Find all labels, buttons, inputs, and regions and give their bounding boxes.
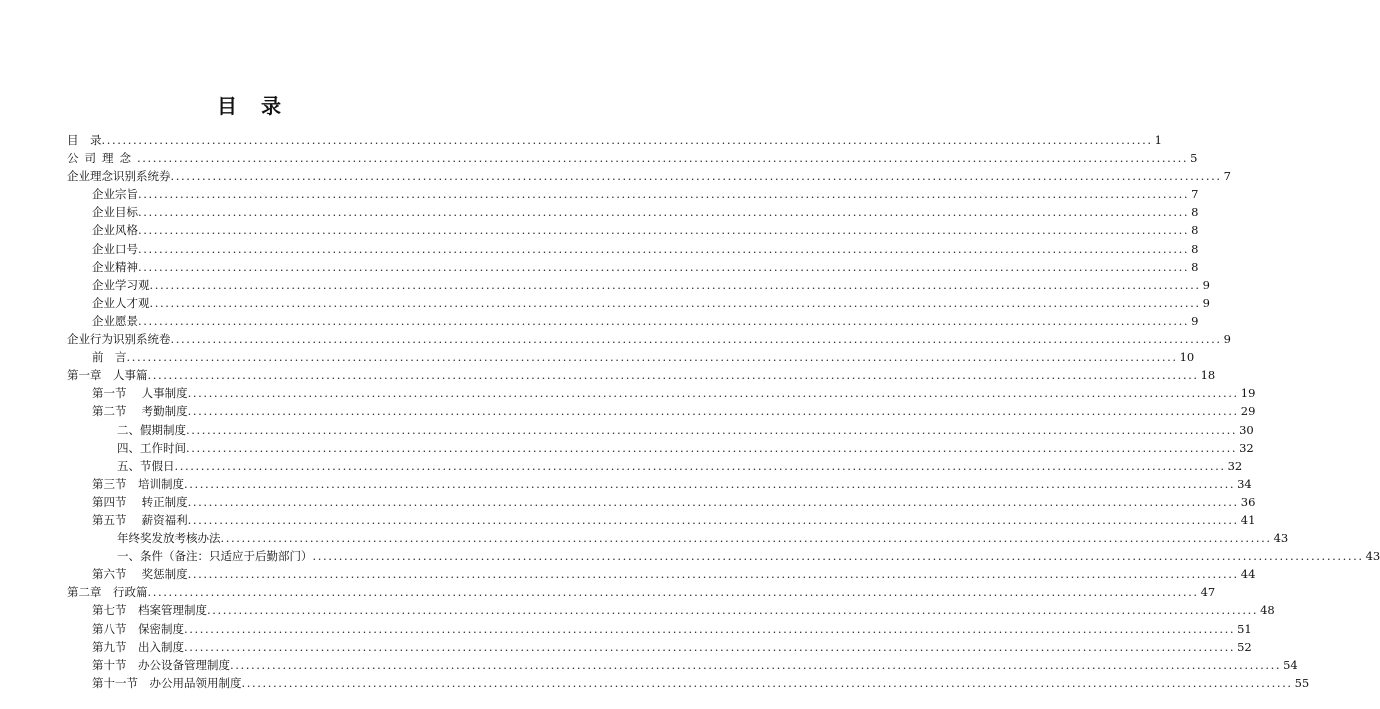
- toc-entry[interactable]: [67, 348, 1195, 366]
- toc-entry-label: 企业精神: [92, 259, 138, 274]
- toc-entry-label: 第八节 保密制度: [92, 621, 184, 636]
- toc-entry-label: 五、节假日: [117, 458, 175, 473]
- toc-entry[interactable]: [67, 439, 1254, 457]
- dot-leader: ........................................................................................................................................................................................................: [184, 639, 1236, 654]
- toc-entry-label: 第九节 出入制度: [92, 639, 184, 654]
- toc-entry[interactable]: [67, 656, 1298, 674]
- toc-entry-page-number: 19: [1240, 386, 1256, 401]
- toc-entry[interactable]: [67, 185, 1199, 203]
- dot-leader: ........................................................................................................................................................................................................: [187, 494, 1239, 509]
- toc-entry-page-number: 30: [1239, 422, 1254, 437]
- toc-entry-page-number: 8: [1191, 259, 1199, 274]
- toc-entry-page-number: 32: [1239, 440, 1254, 455]
- toc-entry-page-number: 52: [1237, 639, 1252, 654]
- toc-entry-page-number: 43: [1365, 549, 1380, 564]
- dot-leader: ........................................................................................................................................................................................................: [174, 458, 1226, 473]
- toc-entry-label: 第六节 奖惩制度: [92, 567, 188, 582]
- toc-entry-page-number: 34: [1237, 476, 1252, 491]
- toc-entry-label: 第三节 培训制度: [92, 476, 184, 491]
- toc-entry[interactable]: [67, 294, 1210, 312]
- toc-entry-page-number: 44: [1240, 567, 1256, 582]
- toc-entry[interactable]: [67, 493, 1256, 511]
- toc-entry-page-number: 41: [1240, 512, 1256, 527]
- toc-entry[interactable]: [67, 330, 1231, 348]
- toc-entry[interactable]: [67, 583, 1216, 601]
- toc-entry-label: 二、假期制度: [117, 422, 186, 437]
- dot-leader: ........................................................................................................................................................................................................: [184, 476, 1236, 491]
- table-of-contents: [67, 131, 1380, 692]
- toc-entry[interactable]: [67, 366, 1216, 384]
- toc-entry-label: 企业行为识别系统卷: [67, 332, 171, 347]
- toc-entry-label: 第一节 人事制度: [92, 386, 188, 401]
- toc-entry[interactable]: [67, 384, 1256, 402]
- toc-entry[interactable]: [67, 601, 1275, 619]
- toc-entry-label: 企业学习观: [92, 277, 150, 292]
- toc-entry-page-number: 18: [1200, 368, 1216, 383]
- toc-entry-label: 第七节 档案管理制度: [92, 603, 207, 618]
- dot-leader: ........................................................................................................................................................................................................: [184, 621, 1236, 636]
- toc-entry[interactable]: [67, 149, 1198, 167]
- dot-leader: ........................................................................................................................................................................................................: [170, 332, 1222, 347]
- toc-entry-page-number: 36: [1240, 494, 1256, 509]
- toc-entry[interactable]: [67, 421, 1254, 439]
- toc-entry-page-number: 7: [1223, 169, 1231, 184]
- toc-entry[interactable]: [67, 620, 1252, 638]
- toc-entry-label: 第二节 考勤制度: [92, 404, 188, 419]
- toc-entry-page-number: 9: [1191, 313, 1199, 328]
- toc-entry-page-number: 47: [1200, 585, 1216, 600]
- dot-leader: ........................................................................................................................................................................................................: [138, 223, 1190, 238]
- toc-entry-label: 企业口号: [92, 241, 138, 256]
- toc-entry-label: 企业愿景: [92, 313, 138, 328]
- toc-entry-page-number: 32: [1227, 458, 1243, 473]
- dot-leader: ........................................................................................................................................................................................................: [138, 259, 1190, 274]
- toc-entry[interactable]: [67, 221, 1199, 239]
- toc-entry[interactable]: [67, 312, 1199, 330]
- dot-leader: ........................................................................................................................................................................................................: [126, 350, 1178, 365]
- toc-entry-label: 第一章 人事篇: [67, 368, 148, 383]
- dot-leader: ........................................................................................................................................................................................................: [220, 531, 1272, 546]
- toc-entry-label: 公司理念: [67, 151, 137, 166]
- toc-entry-label: 四、工作时间: [117, 440, 186, 455]
- dot-leader: ........................................................................................................................................................................................................: [138, 241, 1190, 256]
- dot-leader: ........................................................................................................................................................................................................: [230, 657, 1282, 672]
- toc-entry-label: 目 录: [67, 133, 102, 147]
- dot-leader: ........................................................................................................................................................................................................: [241, 675, 1293, 690]
- toc-entry-label: 前 言: [92, 350, 127, 365]
- dot-leader: ........................................................................................................................................................................................................: [187, 404, 1239, 419]
- toc-entry[interactable]: [67, 457, 1243, 475]
- toc-entry-page-number: 55: [1294, 675, 1310, 690]
- toc-entry-label: 年终奖发放考核办法: [117, 531, 221, 546]
- toc-entry-label: 第五节 薪资福利: [92, 512, 188, 527]
- toc-entry[interactable]: [67, 240, 1199, 258]
- dot-leader: ........................................................................................................................................................................................................: [186, 440, 1238, 455]
- dot-leader: ........................................................................................................................................................................................................: [187, 512, 1239, 527]
- toc-entry[interactable]: [67, 167, 1231, 185]
- toc-entry[interactable]: [67, 203, 1199, 221]
- toc-entry-page-number: 10: [1179, 350, 1195, 365]
- dot-leader: ........................................................................................................................................................................................................: [312, 549, 1364, 564]
- toc-entry-label: 第四节 转正制度: [92, 494, 188, 509]
- toc-entry-page-number: 5: [1190, 151, 1198, 166]
- toc-entry-page-number: 54: [1283, 657, 1298, 672]
- dot-leader: ........................................................................................................................................................................................................: [138, 205, 1190, 220]
- toc-entry-page-number: 1: [1154, 133, 1162, 147]
- toc-entry-label: 企业宗旨: [92, 187, 138, 202]
- dot-leader: ........................................................................................................................................................................................................: [170, 169, 1222, 184]
- toc-entry-page-number: 51: [1237, 621, 1252, 636]
- dot-leader: ........................................................................................................................................................................................................: [138, 313, 1190, 328]
- toc-entry-page-number: 43: [1273, 531, 1289, 546]
- toc-entry-label: 企业目标: [92, 205, 138, 220]
- toc-entry-label: 第十节 办公设备管理制度: [92, 657, 230, 672]
- toc-entry[interactable]: [67, 511, 1256, 529]
- toc-entry[interactable]: [67, 475, 1252, 493]
- toc-entry-label: 第十一节 办公用品领用制度: [92, 675, 242, 690]
- dot-leader: ........................................................................................................................................................................................................: [207, 603, 1259, 618]
- dot-leader: ........................................................................................................................................................................................................: [187, 567, 1239, 582]
- toc-entry[interactable]: [67, 529, 1289, 547]
- dot-leader: ........................................................................................................................................................................................................: [186, 422, 1238, 437]
- dot-leader: ........................................................................................................................................................................................................: [147, 585, 1199, 600]
- toc-entry[interactable]: [67, 276, 1210, 294]
- toc-entry[interactable]: [67, 258, 1199, 276]
- dot-leader: ........................................................................................................................................................................................................: [147, 368, 1199, 383]
- toc-entry[interactable]: [67, 638, 1252, 656]
- toc-entry-page-number: 8: [1191, 241, 1199, 256]
- toc-entry-page-number: 7: [1191, 187, 1199, 202]
- toc-entry-page-number: 29: [1240, 404, 1256, 419]
- dot-leader: ........................................................................................................................................................................................................: [149, 277, 1201, 292]
- toc-entry[interactable]: [67, 547, 1380, 565]
- page-title: 目 录: [217, 94, 283, 118]
- toc-entry-page-number: 8: [1191, 223, 1199, 238]
- toc-entry-page-number: 8: [1191, 205, 1199, 220]
- dot-leader: ........................................................................................................................................................................................................: [101, 133, 1153, 147]
- toc-entry[interactable]: [67, 674, 1310, 692]
- dot-leader: ........................................................................................................................................................................................................: [138, 187, 1190, 202]
- dot-leader: ........................................................................................................................................................................................................: [187, 386, 1239, 401]
- toc-entry-page-number: 9: [1202, 295, 1210, 310]
- toc-entry-label: 企业风格: [92, 223, 138, 238]
- toc-entry-label: 企业理念识别系统券: [67, 169, 171, 184]
- toc-entry-page-number: 48: [1260, 603, 1275, 618]
- toc-entry[interactable]: [67, 565, 1256, 583]
- toc-entry-page-number: 9: [1202, 277, 1210, 292]
- dot-leader: ........................................................................................................................................................................................................: [149, 295, 1201, 310]
- toc-entry[interactable]: [67, 402, 1256, 420]
- toc-entry-label: 第二章 行政篇: [67, 585, 148, 600]
- toc-entry-label: 一、条件（备注：只适应于后勤部门）: [117, 549, 313, 564]
- toc-entry-label: 企业人才观: [92, 295, 150, 310]
- dot-leader: ........................................................................................................................................................................................................: [137, 151, 1189, 166]
- toc-entry[interactable]: [67, 131, 1162, 149]
- toc-entry-page-number: 9: [1223, 332, 1231, 347]
